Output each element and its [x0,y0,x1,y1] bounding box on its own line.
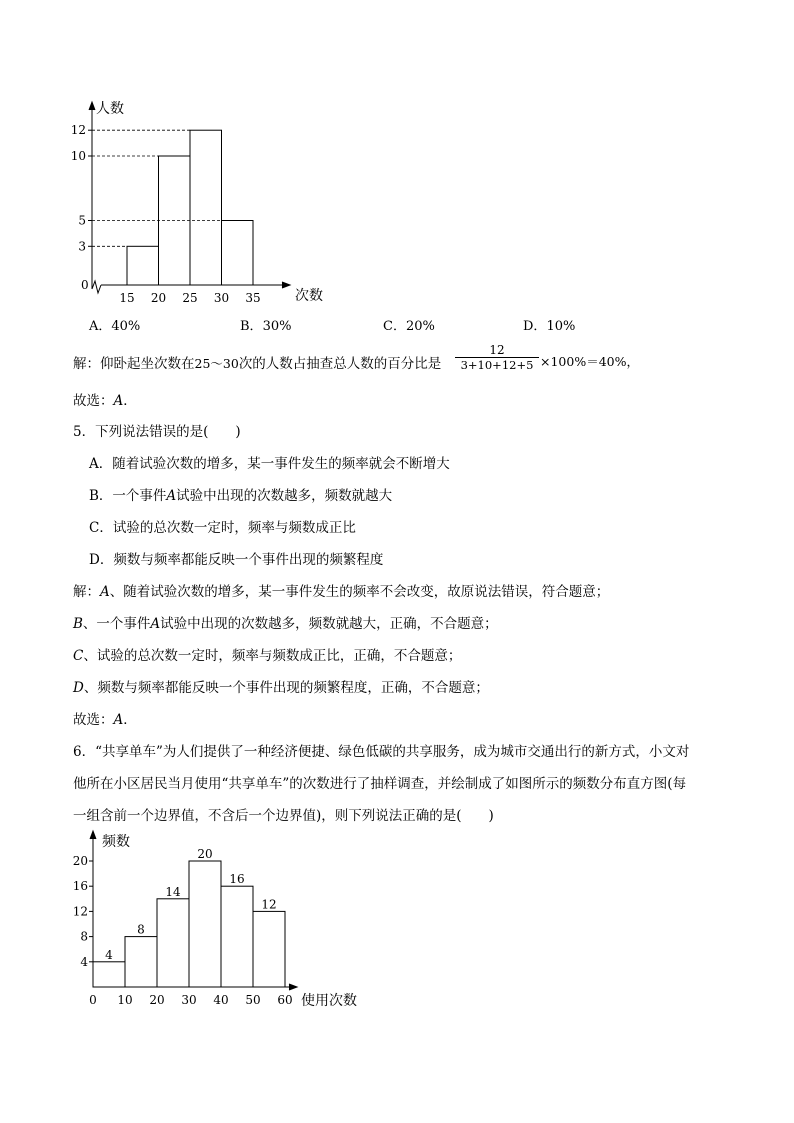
q4-answer: 故选：A． [73,393,137,409]
y-tick-label: 4 [80,954,88,969]
histogram-bar [93,962,125,987]
y-tick-label: 10 [70,149,86,163]
q5-option-b: B．一个事件A试验中出现的次数越多，频数就越大 [89,488,393,504]
x-tick-label: 20 [149,993,165,1007]
q4-fraction: 12 3+10+12+5 [455,343,539,372]
y-axis-label: 频数 [102,834,130,850]
q5-answer: 故选：A． [73,712,137,728]
x-tick-label: 35 [245,291,261,305]
q4-option-b: B．30% [240,319,292,334]
x-tick-label: 20 [150,291,167,305]
x-tick-label: 10 [117,993,133,1007]
x-axis-arrow [282,282,290,288]
q4-option-c: C．20% [383,319,435,334]
q5-solution-b: B、一个事件A试验中出现的次数越多，频数就越大，正确，不合题意； [73,616,498,632]
q4-solution-suffix: ×100%＝40%， [540,354,639,369]
x-tick-label: 15 [119,291,135,305]
q6-stem-line1: 6．“共享单车”为人们提供了一种经济便捷、绿色低碳的共享服务，成为城市交通出行的新方式，小文对 [73,744,690,760]
q4-option-d: D．10% [523,319,576,334]
y-tick-label: 8 [80,929,88,944]
bar-value-label: 4 [105,947,113,962]
y-tick-label: 12 [70,123,86,138]
histogram-bar [253,911,285,987]
bar-value-label: 14 [165,884,181,899]
origin-label: 0 [81,278,89,292]
histogram-bar [222,221,254,286]
y-tick-label: 12 [72,904,88,919]
y-tick-label: 5 [78,213,86,228]
q4-option-a: A．40% [89,319,141,334]
q5-solution-a: 解：A、随着试验次数的增多，某一事件发生的频率不会改变，故原说法错误，符合题意； [73,584,610,600]
y-tick-label: 20 [72,854,88,868]
x-axis-arrow [289,984,297,990]
histogram-bar [125,937,157,987]
y-tick-label: 16 [72,879,88,894]
q5-option-d: D．频数与频率都能反映一个事件出现的频繁程度 [89,552,384,568]
q4-solution-line: 解：仰卧起坐次数在25～30次的人数占抽查总人数的百分比是 [73,356,442,372]
x-axis-label: 使用次数 [301,993,357,1009]
x-tick-label: 25 [182,291,198,305]
histogram-bar [221,886,253,987]
histogram-bar [157,899,189,987]
x-tick-label: 30 [213,291,230,305]
y-axis-label: 人数 [96,101,124,117]
bar-value-label: 12 [261,897,277,912]
q5-stem: 5．下列说法错误的是( ) [73,424,241,440]
q5-option-a: A．随着试验次数的增多，某一事件发生的频率就会不断增大 [89,456,450,472]
y-tick-label: 3 [78,239,86,254]
y-axis-arrow [89,102,95,110]
histogram-situps [70,95,340,310]
bar-value-label: 20 [197,847,213,861]
histogram-bike-usage [70,828,370,1013]
x-tick-label: 0 [89,993,97,1007]
x-tick-label: 30 [181,993,197,1007]
q6-stem-line3: 一组含前一个边界值，不含后一个边界值)，则下列说法正确的是( ) [73,808,494,824]
q6-stem-line2: 他所在小区居民当月使用“共享单车”的次数进行了抽样调查，并绘制成了如图所示的频数分布直方图(每 [73,776,687,792]
x-tick-label: 40 [213,993,229,1007]
q5-option-c: C．试验的总次数一定时，频率与频数成正比 [89,520,356,536]
x-tick-label: 50 [245,993,261,1007]
bar-value-label: 8 [137,922,145,937]
q5-solution-d: D、频数与频率都能反映一个事件出现的频繁程度，正确，不合题意； [73,680,489,696]
axis-break [92,281,101,293]
q5-solution-c: C、试验的总次数一定时，频率与频数成正比，正确，不合题意； [73,648,462,664]
histogram-bar [127,246,159,285]
bar-value-label: 16 [229,872,245,887]
x-axis-label: 次数 [295,288,323,304]
histogram-bar [190,130,222,285]
y-axis-arrow [90,831,96,839]
x-tick-label: 60 [277,993,293,1007]
q4-range: 25～30 [194,356,239,371]
histogram-bar [189,861,221,987]
